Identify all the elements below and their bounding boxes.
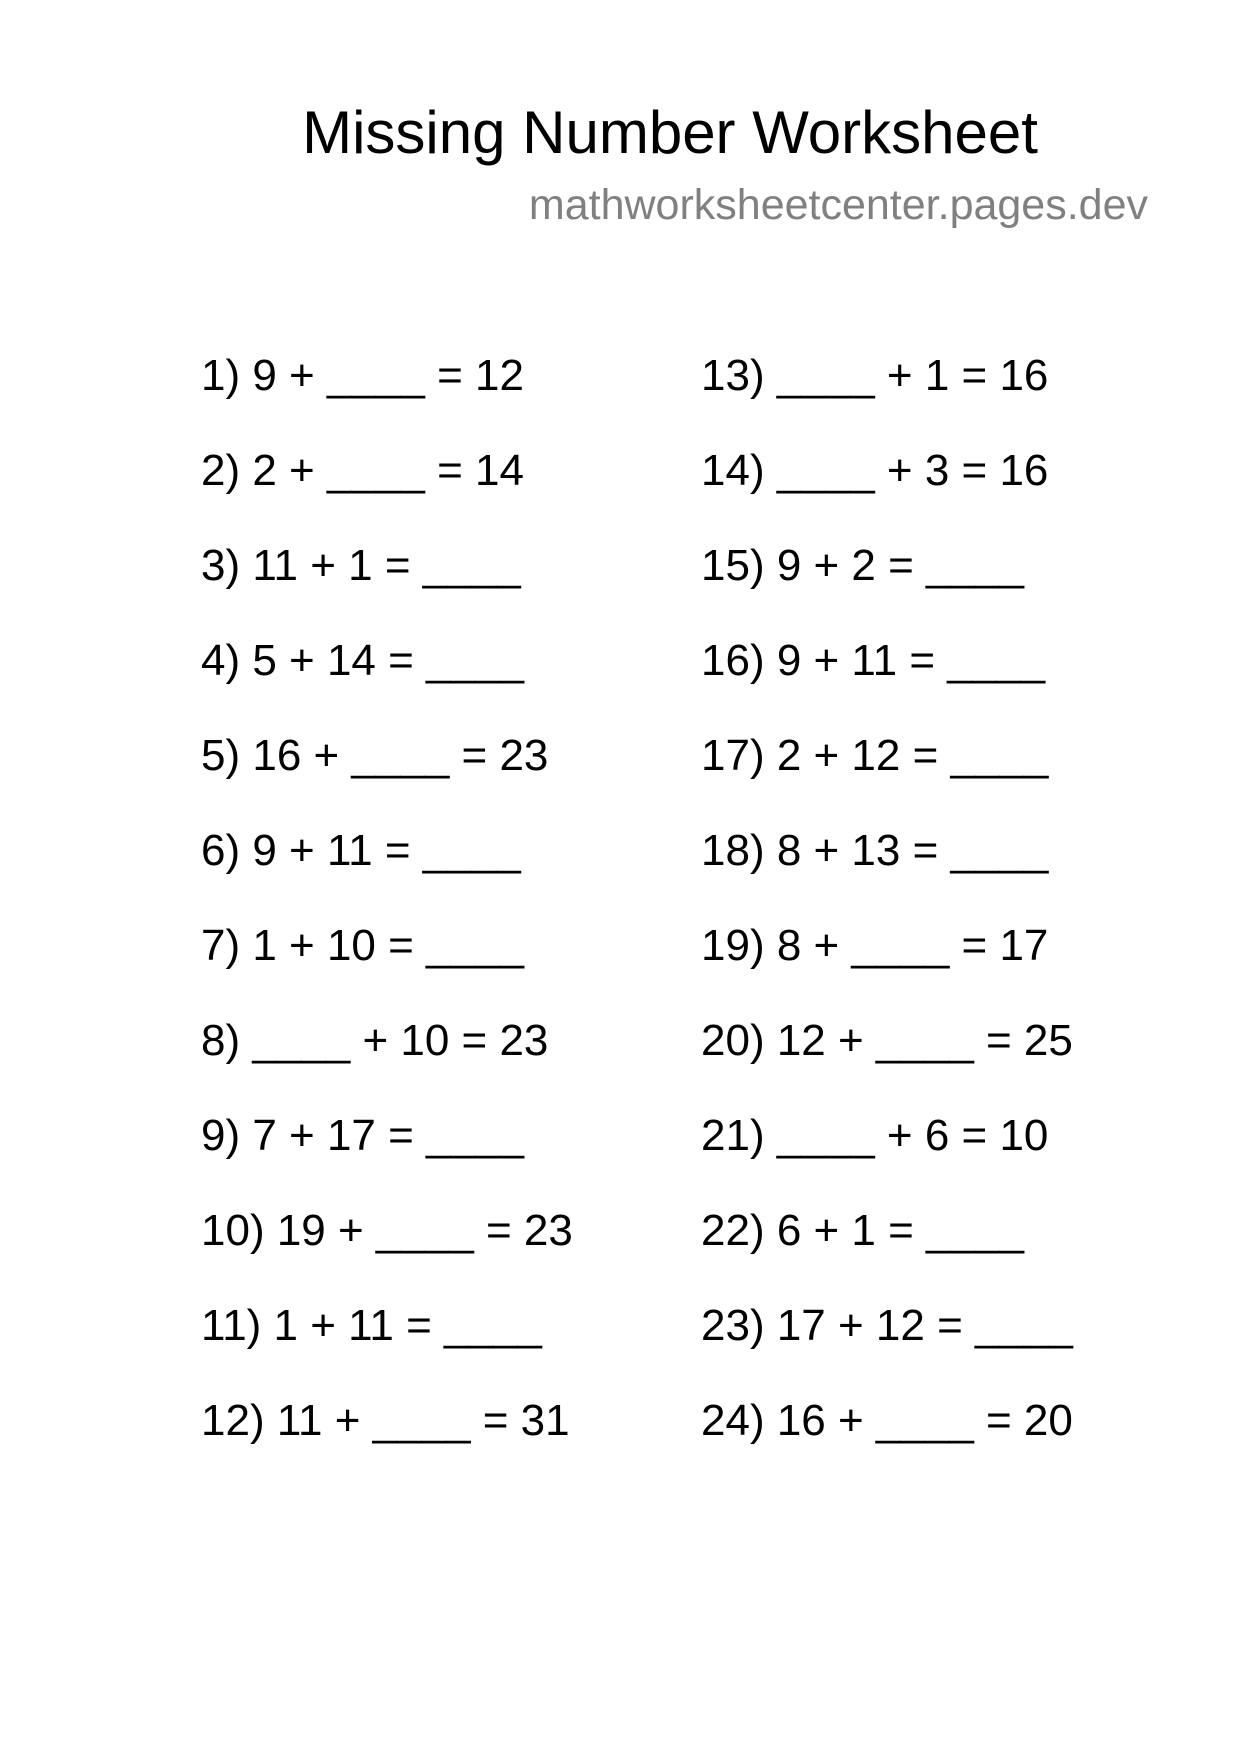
- problem-16: 16) 9 + 11 = ____: [701, 636, 1046, 685]
- problem-19: 19) 8 + ____ = 17: [701, 921, 1049, 970]
- problem-18: 18) 8 + 13 = ____: [701, 826, 1049, 875]
- problem-8: 8) ____ + 10 = 23: [201, 1016, 549, 1065]
- problem-1: 1) 9 + ____ = 12: [201, 351, 524, 400]
- problem-22: 22) 6 + 1 = ____: [701, 1206, 1024, 1255]
- problem-17: 17) 2 + 12 = ____: [701, 731, 1049, 780]
- problem-13: 13) ____ + 1 = 16: [701, 351, 1049, 400]
- problem-23: 23) 17 + 12 = ____: [701, 1301, 1073, 1350]
- site-url: mathworksheetcenter.pages.dev: [528, 181, 1148, 229]
- problem-7: 7) 1 + 10 = ____: [201, 921, 524, 970]
- problem-9: 9) 7 + 17 = ____: [201, 1111, 524, 1160]
- problems-right-column: [701, 350, 1073, 1490]
- problem-20: 20) 12 + ____ = 25: [701, 1016, 1073, 1065]
- problem-10: 10) 19 + ____ = 23: [201, 1206, 573, 1255]
- problem-4: 4) 5 + 14 = ____: [201, 636, 524, 685]
- page-title: Missing Number Worksheet: [302, 99, 1038, 166]
- problem-5: 5) 16 + ____ = 23: [201, 731, 549, 780]
- problem-24: 24) 16 + ____ = 20: [701, 1396, 1073, 1445]
- problem-15: 15) 9 + 2 = ____: [701, 541, 1024, 590]
- problem-11: 11) 1 + 11 = ____: [201, 1301, 542, 1350]
- problems-left-column: [201, 350, 573, 1490]
- problem-12: 12) 11 + ____ = 31: [201, 1396, 570, 1445]
- problem-14: 14) ____ + 3 = 16: [701, 446, 1049, 495]
- problem-21: 21) ____ + 6 = 10: [701, 1111, 1049, 1160]
- problem-2: 2) 2 + ____ = 14: [201, 446, 524, 495]
- problem-3: 3) 11 + 1 = ____: [201, 541, 521, 590]
- problem-6: 6) 9 + 11 = ____: [201, 826, 521, 875]
